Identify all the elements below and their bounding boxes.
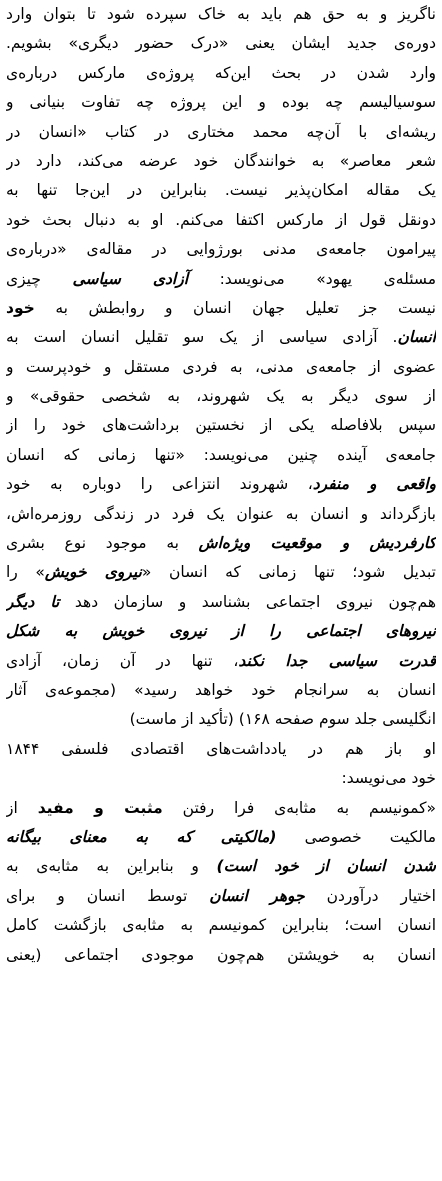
text-segment: انگلیسی جلد سوم صفحه ۱۶۸) (تأکید از ماست): [129, 710, 436, 729]
text-line: [6, 735, 436, 764]
text-segment: عضوی از جامعه‌ی مدنی، به فردی مستقل و خودپرست و: [6, 357, 436, 376]
emphasized-text: آزادی سیاسی: [72, 269, 189, 288]
text-segment: از سوی دیگر به یک شهروند، به شخصی حقوقی» و: [6, 387, 436, 406]
text-segment: تبدیل شود؛ تنها زمانی که انسان «: [141, 563, 436, 582]
text-line: [6, 29, 436, 58]
text-line: [6, 617, 436, 646]
text-line: [6, 764, 436, 793]
text-line: [6, 500, 436, 529]
text-line: [6, 941, 436, 970]
text-segment: «کمونیسم به مثابه‌ی فرا رفتن: [162, 798, 436, 817]
text-line: [6, 353, 436, 382]
text-segment: مالکیت خصوصی: [276, 827, 436, 846]
text-segment: جامعه‌ی آینده چنین می‌نویسد: «تنها زمانی که انسان: [6, 445, 436, 464]
text-segment: انسان به خویشتن هم‌چون موجودی اجتماعی (یعنی: [6, 945, 436, 964]
text-segment: ، تنها در آن زمان، آزادی: [6, 651, 239, 670]
emphasized-text: مثبت و مفید: [37, 798, 163, 817]
text-segment: ریشه‌ای با آن‌چه محمد مختاری در کتاب «انسان در: [6, 122, 436, 141]
text-segment: ناگریز و به حق هم باید به خاک سپرده شود تا بتوان وارد: [6, 5, 436, 23]
text-line: [6, 647, 436, 676]
text-segment: شعر معاصر» به خوانندگان خود عرضه می‌کند، دارد در: [6, 151, 436, 170]
emphasized-text: قدرت سیاسی جدا نکند: [238, 651, 436, 670]
emphasized-text: انسان: [397, 328, 436, 347]
text-segment: . آزادی سیاسی از یک سو تقلیل انسان است به: [6, 328, 398, 347]
text-line: [6, 235, 436, 264]
emphasized-text: (مالکیتی که به معنای بیگانه: [6, 827, 277, 846]
text-segment: ، شهروند انتزاعی را دوباره به خود: [6, 475, 313, 494]
text-segment: انسان به سرانجام خود خواهد رسید» (مجموعه‌ی آثار: [6, 680, 436, 699]
text-line: [6, 411, 436, 440]
text-segment: نیست جز تعلیل جهان انسان و روابطش به: [34, 298, 436, 317]
text-line: [6, 0, 436, 29]
emphasized-text: تا دیگر: [6, 592, 60, 611]
emphasized-text: شدن انسان از خود است): [216, 857, 436, 876]
text-line: [6, 676, 436, 705]
text-line: [6, 882, 436, 911]
text-segment: » را: [6, 563, 45, 582]
text-line: [6, 529, 436, 558]
text-line: [6, 88, 436, 117]
text-segment: و بنابراین به مثابه‌ی به: [6, 857, 217, 876]
text-segment: پیرامون جامعه‌ی مدنی بورژوایی در مقاله‌ی «درباره‌ی: [6, 240, 436, 259]
text-line: [6, 588, 436, 617]
emphasized-text: واقعی و منفرد: [312, 475, 436, 494]
emphasized-text: کارفردیش و موقعیت ویژه‌اش: [198, 534, 436, 553]
text-line: [6, 441, 436, 470]
text-segment: بازگرداند و انسان به عنوان یک فرد در زندگی روزمره‌اش،: [6, 504, 436, 523]
emphasized-text: نیروی خویش: [44, 563, 142, 582]
text-segment: توسط انسان و برای: [6, 886, 210, 905]
text-segment: خود می‌نویسد:: [341, 769, 436, 788]
text-line: [6, 265, 436, 294]
text-line: [6, 118, 436, 147]
text-segment: از: [6, 798, 38, 817]
document-page: [6, 0, 436, 1181]
text-segment: به موجود نوع بشری: [6, 534, 199, 553]
text-line: [6, 323, 436, 352]
text-line: [6, 206, 436, 235]
emphasized-text: خود: [6, 298, 35, 317]
text-segment: سپس بلافاصله یکی از نخستین برداشت‌های خود را از: [6, 416, 436, 435]
text-line: [6, 823, 436, 852]
text-line: [6, 294, 436, 323]
text-segment: یک مقاله امکان‌پذیر نیست. بنابراین در این‌جا تنها به: [6, 181, 436, 200]
text-line: [6, 147, 436, 176]
text-line: [6, 470, 436, 499]
text-segment: دوره‌ی جدید ایشان یعنی «درک حضور دیگری» بشویم.: [6, 34, 436, 53]
text-segment: هم‌چون نیروی اجتماعی بشناسد و سازمان دهد: [59, 592, 436, 611]
text-segment: چیزی: [6, 269, 73, 288]
text-line: [6, 794, 436, 823]
text-line: [6, 558, 436, 587]
text-line: [6, 176, 436, 205]
text-line: [6, 911, 436, 940]
text-segment: او باز هم در یادداشت‌های اقتصادی فلسفی ۱۸۴۴: [6, 739, 436, 758]
text-segment: دونقل قول از مارکس اکتفا می‌کنم. او به دنبال بحث خود: [6, 210, 436, 229]
text-line: [6, 705, 436, 734]
text-segment: مسئله‌ی یهود» می‌نویسد:: [188, 269, 436, 288]
emphasized-text: جوهر انسان: [209, 886, 305, 905]
emphasized-text: نیروهای اجتماعی را از نیروی خویش به شکل: [6, 622, 436, 641]
text-line: [6, 852, 436, 881]
text-segment: وارد شدن در بحث این‌که پروژه‌ی مارکس درباره‌ی: [6, 63, 436, 82]
text-segment: انسان است؛ بنابراین کمونیسم به مثابه‌ی بازگشت کامل: [6, 916, 436, 935]
text-line: [6, 382, 436, 411]
text-line: [6, 59, 436, 88]
text-segment: سوسیالیسم چه بوده و این پروژه چه تفاوت بنیانی و: [6, 93, 436, 112]
text-segment: اختیار درآوردن: [304, 886, 436, 905]
